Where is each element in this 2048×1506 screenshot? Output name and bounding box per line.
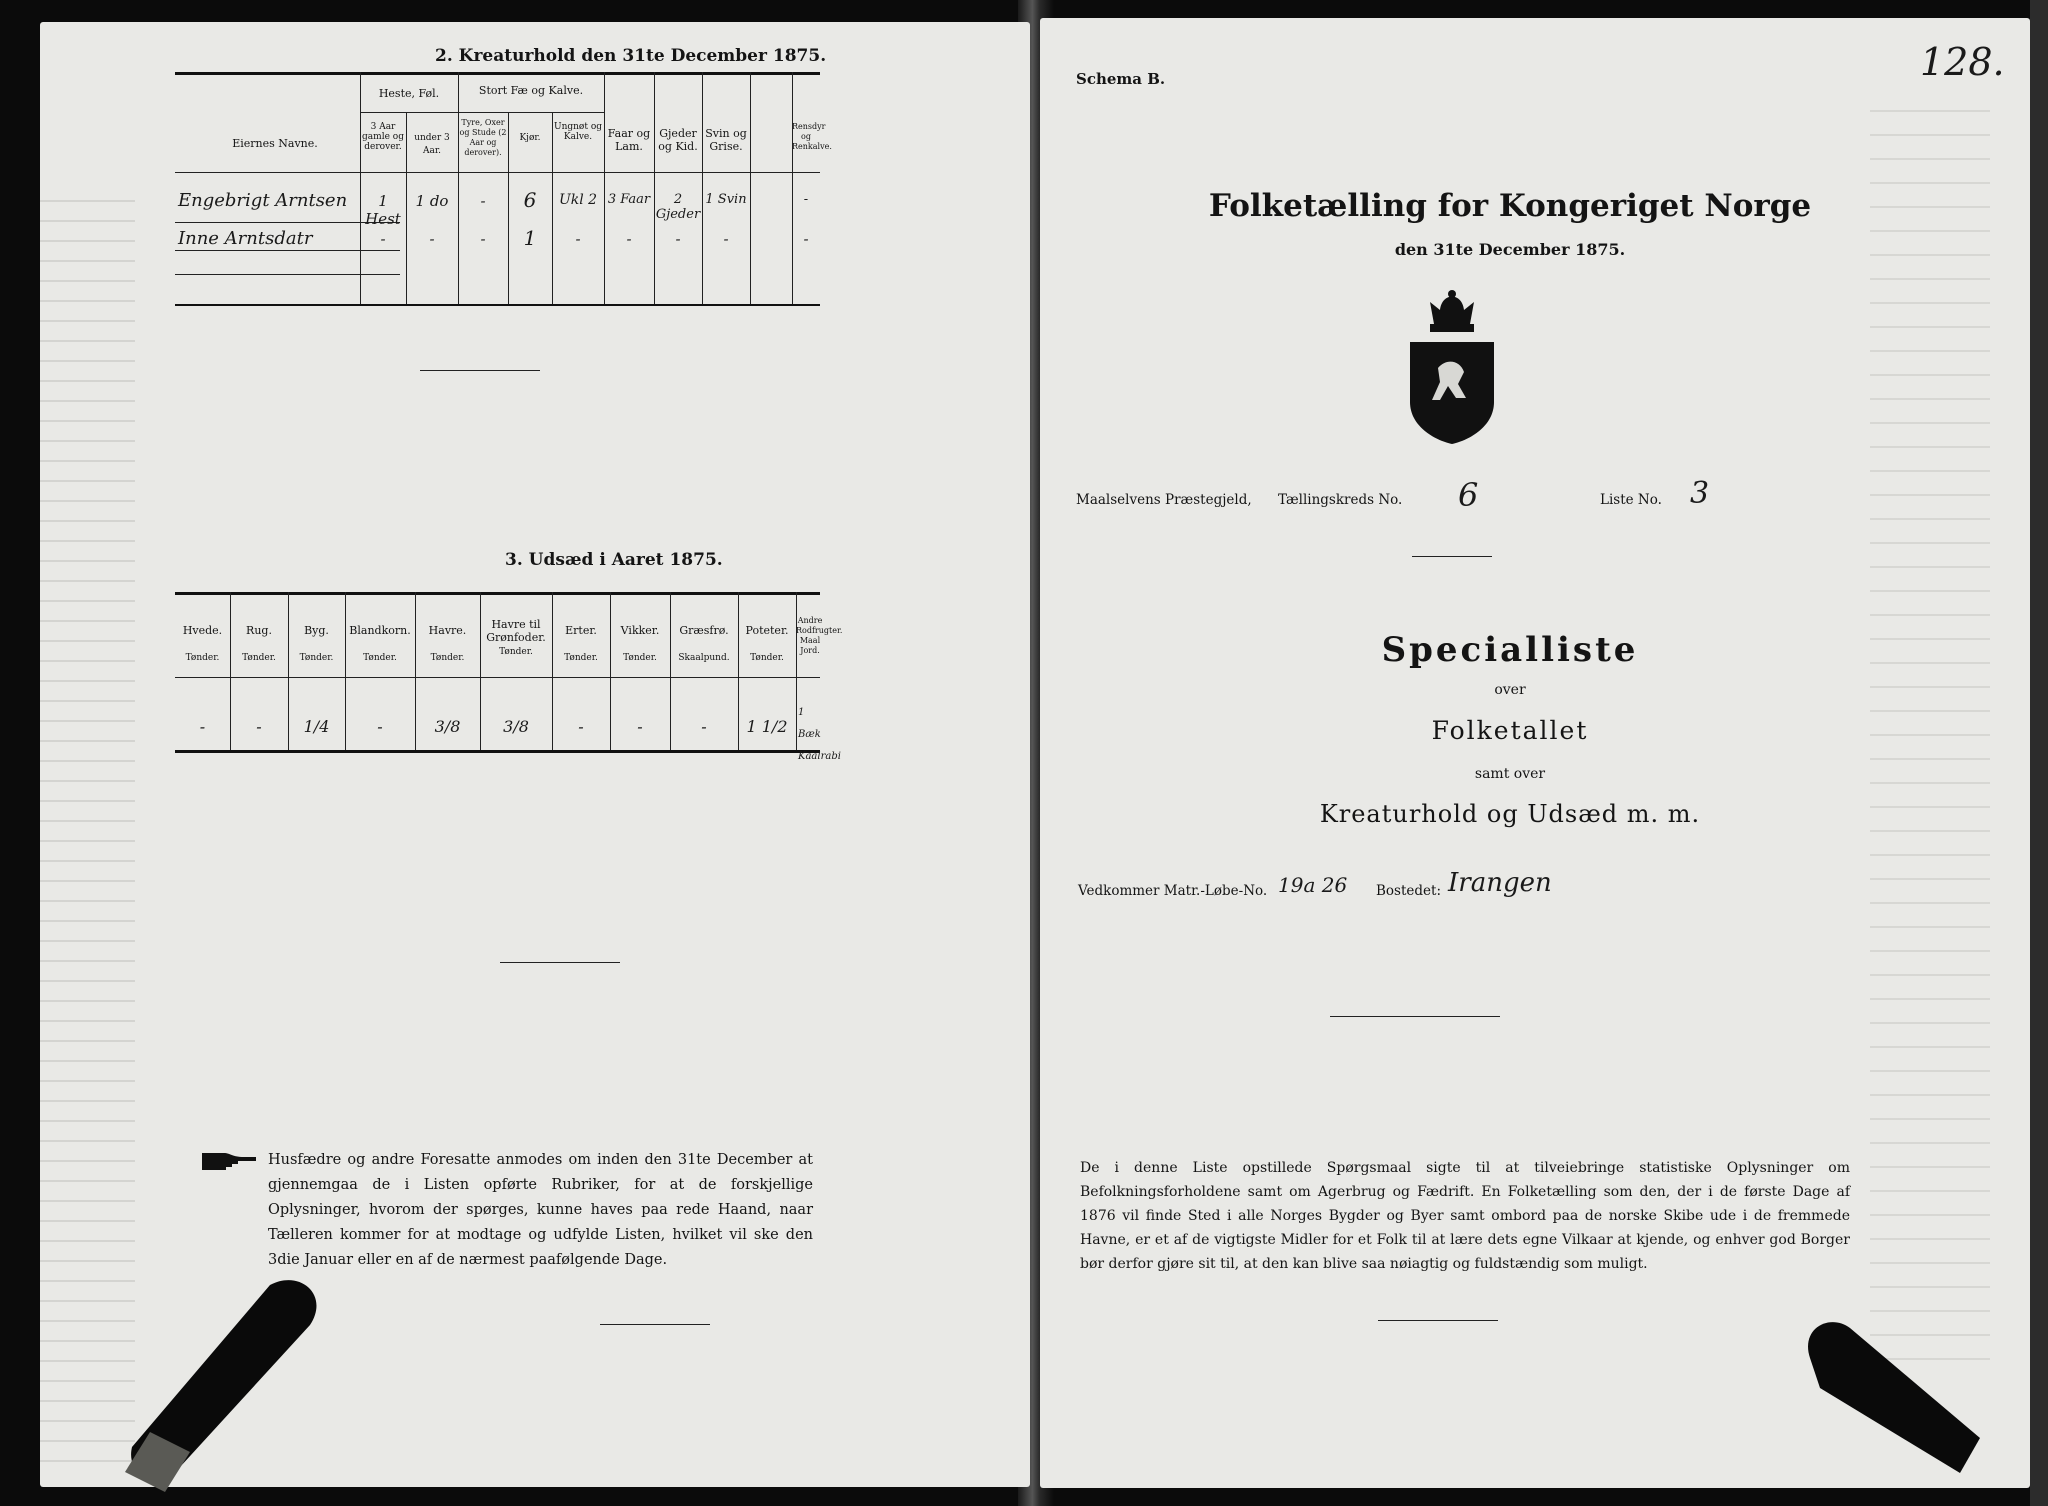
header-grass-seed: Græsfrø. Skaalpund. xyxy=(678,624,730,663)
kreaturhold-heading: Kreaturhold og Udsæd m. m. xyxy=(1319,800,1701,828)
page-number: 128. xyxy=(1920,40,2005,84)
list-label: Liste No. xyxy=(1600,492,1662,508)
matr-value: 19a 26 xyxy=(1278,873,1348,897)
row2-foals: - xyxy=(429,230,435,248)
value-other-roots: 1 Bæk Kaalrabi xyxy=(798,707,841,762)
header-wheat: Hvede. Tønder. xyxy=(182,624,223,663)
row1-sheep: 3 Faar xyxy=(607,192,651,207)
row2-horses: - xyxy=(380,230,386,248)
page-clip xyxy=(1790,1318,1990,1478)
table2-col-rule xyxy=(604,72,605,304)
table2-col-rule xyxy=(654,72,655,304)
row1-reindeer: - xyxy=(803,192,809,207)
pointing-hand-icon xyxy=(200,1147,258,1175)
header-cattle-calves: Ungnøt og Kalve. xyxy=(553,122,602,142)
coat-of-arms-icon xyxy=(1400,280,1505,445)
separator-line xyxy=(1378,1320,1498,1321)
row2-reindeer: - xyxy=(803,230,809,248)
page-edge xyxy=(2030,0,2048,1506)
bleed-through-text xyxy=(1870,88,1990,1368)
table2-col-rule xyxy=(360,72,361,304)
table3-top-rule xyxy=(175,592,820,595)
table2-bottom-rule xyxy=(175,304,820,306)
value-vetch: - xyxy=(637,717,643,736)
value-mixed-grain: - xyxy=(377,717,383,736)
main-title: Folketælling for Kongeriget Norge xyxy=(1208,188,1812,224)
table2-col-rule xyxy=(750,72,751,304)
folketallet-heading: Folketallet xyxy=(1431,716,1589,745)
table2-header-rule xyxy=(175,172,820,173)
footer-paragraph: De i denne Liste opstillede Spørgsmaal sigte til at tilveiebringe statistiske Oplysninger om Befolkningsforholdene samt om Agerbrug og Fædrift. En Folketælling som den, der i de første Dage af 1876 vil finde Sted i alle Norges Bygder og Byer samt ombord paa de norske Skibe ude i de fremmede Havne, er et af de vigtigste Midler for et Folk til at lære dets egne Vilkaar at kjende, og enhver god Borger bør derfor gjøre sit til, at den kan blive saa nøiagtig og fuldstændig som muligt. xyxy=(1080,1160,1850,1272)
schema-label: Schema B. xyxy=(1076,70,1166,88)
value-barley: 1/4 xyxy=(303,717,330,736)
header-owner-names: Eiernes Navne. xyxy=(232,137,318,150)
row1-calves: Ukl 2 xyxy=(558,192,598,208)
section3-title: 3. Udsæd i Aaret 1875. xyxy=(505,550,723,570)
value-green-fodder: 3/8 xyxy=(503,717,529,736)
table2-col-rule xyxy=(702,72,703,304)
value-potatoes: 1 1/2 xyxy=(746,717,788,736)
header-rye: Rug. Tønder. xyxy=(242,624,276,663)
header-horses-under3: under 3 Aar. xyxy=(414,133,450,156)
notice-text: Husfædre og andre Foresatte anmodes om inden den 31te December at gjennemgaa de i Listen opførte Rubriker, for at de forskjellige Oplysninger, hvorom der spørges, kunne haves paa rede Haand, naar Tælleren kommer for at modtage og udfylde Listen, hvilket vil ske den 3die Januar eller en af de nærmest paafølgende Dage. xyxy=(268,1152,813,1268)
row1-foals: 1 do xyxy=(415,192,449,210)
row2-cows: 1 xyxy=(523,226,537,250)
header-other-roots: Andre Rodfrugter. Maal Jord. xyxy=(796,616,843,655)
separator-line xyxy=(1412,556,1492,557)
row1-bulls: - xyxy=(480,192,486,210)
header-barley: Byg. Tønder. xyxy=(299,624,334,663)
header-sheep: Faar og Lam. xyxy=(607,127,651,153)
district-label: Tællingskreds No. xyxy=(1278,492,1403,508)
parish-label: Maalselvens Præstegjeld, xyxy=(1076,492,1252,508)
row2-pigs: - xyxy=(723,230,729,248)
list-value: 3 xyxy=(1690,476,1710,511)
table2-col-rule xyxy=(458,72,459,304)
header-reindeer: Rensdyr og Renkalve. xyxy=(792,122,832,151)
separator-line xyxy=(500,962,620,963)
header-potatoes: Poteter. Tønder. xyxy=(745,624,789,663)
left-page xyxy=(40,22,1030,1487)
section2-title: 2. Kreaturhold den 31te December 1875. xyxy=(435,46,827,66)
title-date: den 31te December 1875. xyxy=(1394,240,1626,259)
row2-owner: Inne Arntsdatr xyxy=(178,228,313,249)
header-pigs: Svin og Grise. xyxy=(705,127,747,153)
table2-row-rule xyxy=(175,250,400,251)
row1-goats: 2 Gjeder xyxy=(655,192,701,222)
separator-line xyxy=(1330,1016,1500,1017)
right-page xyxy=(1040,18,2030,1488)
samt-over-label: samt over xyxy=(1474,766,1546,782)
separator-line xyxy=(420,370,540,371)
table2-subheader-rule xyxy=(360,112,458,113)
page-clip xyxy=(120,1267,340,1497)
value-peas: - xyxy=(578,717,584,736)
header-cattle-cows: Kjør. xyxy=(519,133,541,143)
row2-sheep: - xyxy=(626,230,632,248)
table2-row-rule xyxy=(175,274,400,275)
row2-calves: - xyxy=(575,230,581,248)
separator-line xyxy=(600,1324,710,1325)
table2-top-rule xyxy=(175,72,820,75)
value-grass-seed: - xyxy=(701,717,707,736)
row2-goats: - xyxy=(675,230,681,248)
row1-cows: 6 xyxy=(523,188,537,212)
bosted-value: Irangen xyxy=(1448,868,1552,898)
table2-subheader-rule xyxy=(458,112,604,113)
matr-label: Vedkommer Matr.-Løbe-No. xyxy=(1078,883,1268,899)
over-label: over xyxy=(1494,682,1526,698)
value-rye: - xyxy=(256,717,262,736)
header-vetch: Vikker. Tønder. xyxy=(620,624,660,663)
header-horses: Heste, Føl. xyxy=(378,87,440,100)
value-oats: 3/8 xyxy=(434,717,461,736)
row1-horses: 1 Hest xyxy=(365,192,401,228)
value-wheat: - xyxy=(199,717,206,736)
header-cattle: Stort Fæ og Kalve. xyxy=(478,84,584,97)
header-mixed-grain: Blandkorn. Tønder. xyxy=(349,624,411,663)
header-cattle-bulls: Tyre, Oxer og Stude (2 Aar og derover). xyxy=(459,118,507,157)
header-oats: Havre. Tønder. xyxy=(428,624,467,663)
row1-pigs: 1 Svin xyxy=(705,192,747,207)
row1-owner: Engebrigt Arntsen xyxy=(178,190,348,211)
header-goats: Gjeder og Kid. xyxy=(658,127,698,153)
table3-header-rule xyxy=(175,677,820,678)
specialliste-heading: Specialliste xyxy=(1381,630,1639,670)
row2-bulls: - xyxy=(480,230,486,248)
bosted-label: Bostedet: xyxy=(1376,883,1441,899)
table2-col-rule xyxy=(792,72,793,304)
header-green-fodder: Havre til Grønfoder. Tønder. xyxy=(486,618,546,657)
table3-bottom-rule xyxy=(175,750,820,753)
header-horses-3yrs: 3 Aar gamle og derover. xyxy=(362,122,404,152)
district-value: 6 xyxy=(1458,476,1479,514)
header-peas: Erter. Tønder. xyxy=(564,624,598,663)
